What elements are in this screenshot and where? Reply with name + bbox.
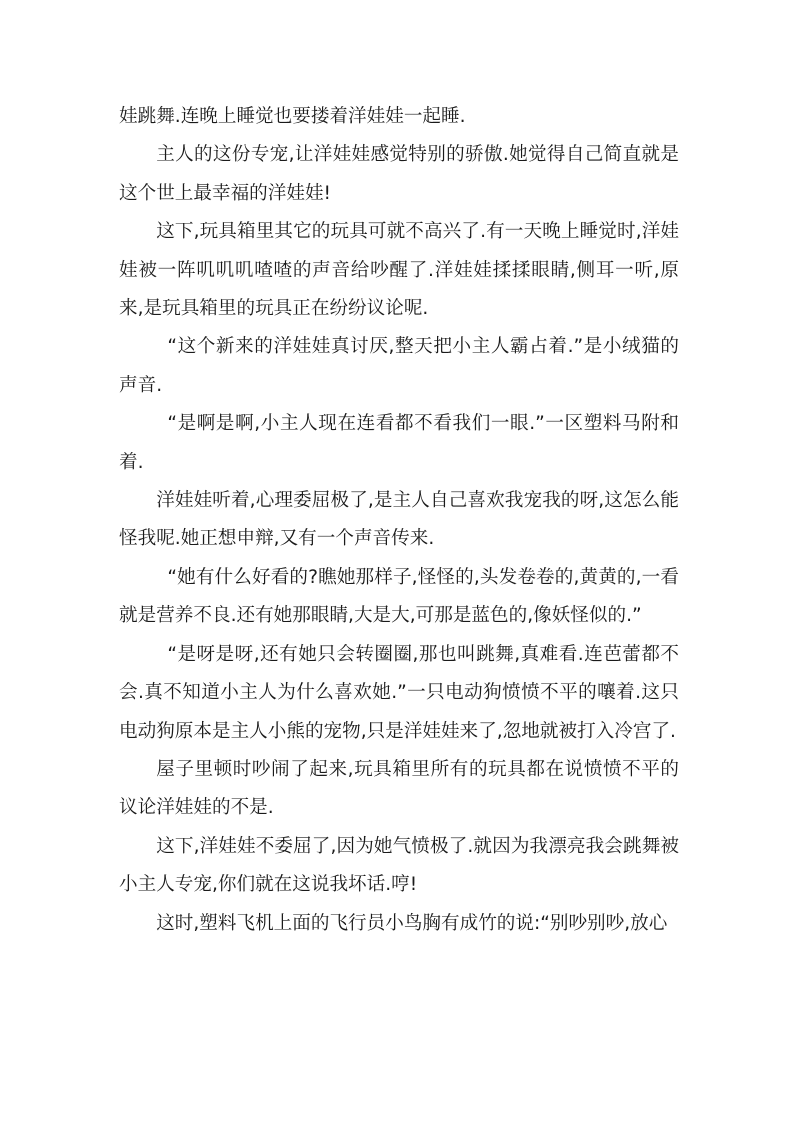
paragraph-8: “是呀是呀,还有她只会转圈圈,那也叫跳舞,真难看.连芭蕾都不会.真不知道小主人为什么喜欢她.”一只电动狗愤愤不平的嚷着.这只电动狗原本是主人小熊的宠物,只是洋娃娃来了,忽地就被打入冷宫了. [119, 643, 679, 742]
paragraph-7: “她有什么好看的?瞧她那样子,怪怪的,头发卷卷的,黄黄的,一看就是营养不良.还有她那眼睛,大是大,可那是蓝色的,像妖怪似的.” [119, 566, 679, 627]
paragraph-6: 洋娃娃听着,心理委屈极了,是主人自己喜欢我宠我的呀,这怎么能怪我呢.她正想申辩,又有一个声音传来. [119, 490, 679, 550]
paragraph-3: 这下,玩具箱里其它的玩具可就不高兴了.有一天晚上睡觉时,洋娃娃被一阵叽叽叽喳喳的声音给吵醒了.洋娃娃揉揉眼睛,侧耳一听,原来,是玩具箱里的玩具正在纷纷议论呢. [119, 221, 679, 320]
paragraph-9: 屋子里顿时吵闹了起来,玩具箱里所有的玩具都在说愤愤不平的议论洋娃娃的不是. [119, 758, 679, 819]
story-text [119, 98, 679, 943]
paragraph-11: 这时,塑料飞机上面的飞行员小鸟胸有成竹的说:“别吵别吵,放心 [156, 912, 668, 934]
paragraph-5: “是啊是啊,小主人现在连看都不看我们一眼.”一区塑料马附和着. [119, 413, 679, 473]
paragraph-4: “这个新来的洋娃娃真讨厌,整天把小主人霸占着.”是小绒猫的声音. [119, 336, 679, 396]
paragraph-2: 主人的这份专宠,让洋娃娃感觉特别的骄傲.她觉得自己简直就是这个世上最幸福的洋娃娃! [119, 144, 679, 204]
paragraph-1: 娃跳舞.连晚上睡觉也要搂着洋娃娃一起睡. [119, 106, 466, 127]
paragraph-10: 这下,洋娃娃不委屈了,因为她气愤极了.就因为我漂亮我会跳舞被小主人专宠,你们就在这说我坏话.哼! [119, 835, 679, 896]
